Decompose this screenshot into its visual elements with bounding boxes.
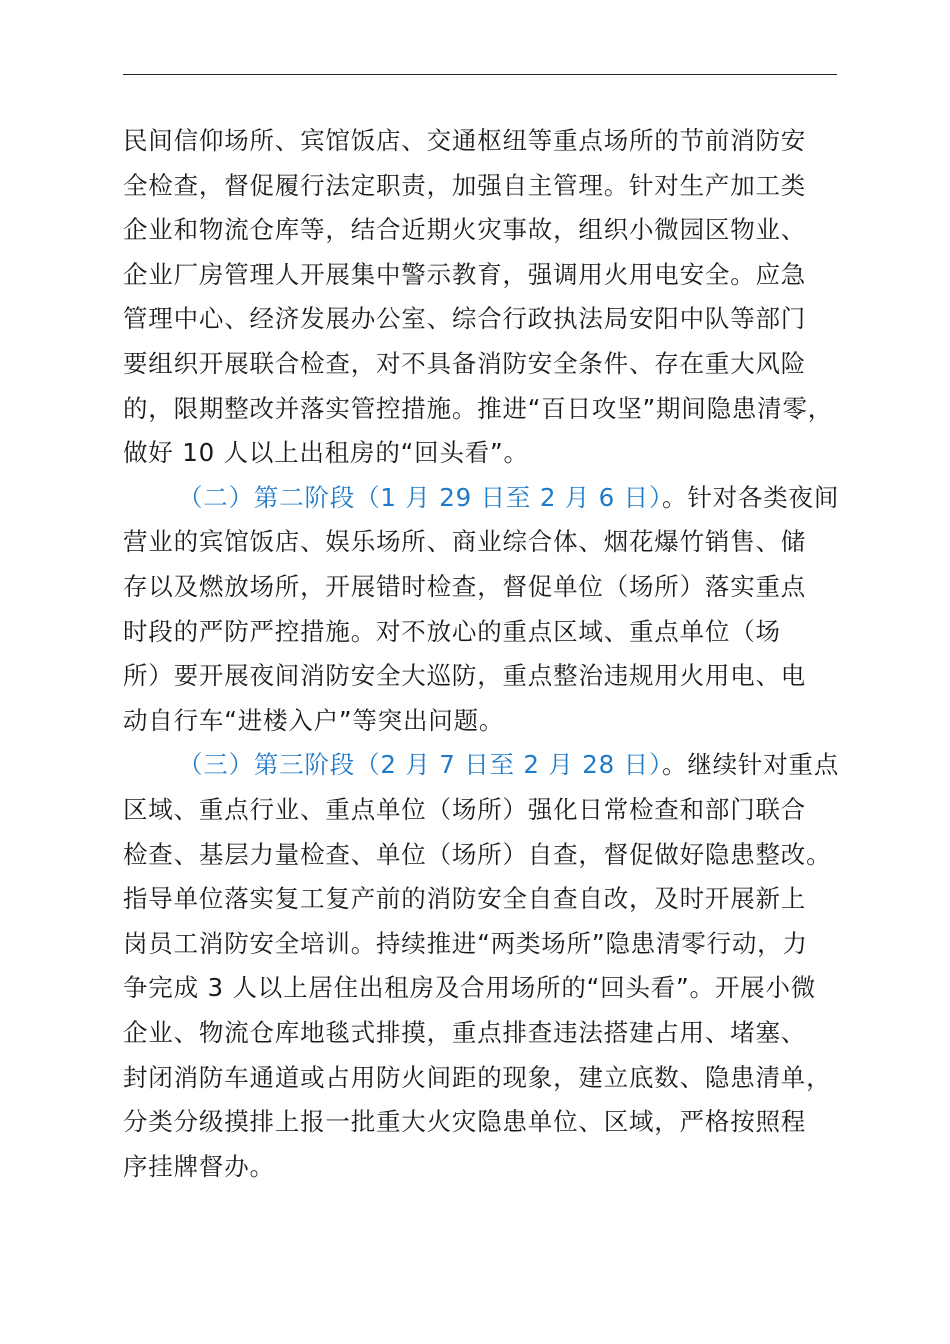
section-three-first-line: （三）第三阶段（2 月 7 日至 2 月 28 日）。继续针对重点 — [178, 750, 840, 780]
body-line: 企业、物流仓库地毯式排摸，重点排查违法搭建占用、堵塞、 — [123, 1018, 807, 1047]
body-line: 管理中心、经济发展办公室、综合行政执法局安阳中队等部门 — [123, 304, 807, 334]
body-line: 民间信仰场所、宾馆饭店、交通枢纽等重点场所的节前消防安 — [123, 126, 807, 155]
body-line: 争完成 3 人以上居住出租房及合用场所的“回头看”。开展小微 — [123, 973, 817, 1003]
body-line: 岗员工消防安全培训。持续推进“两类场所”隐患清零行动，力 — [123, 928, 808, 958]
body-line: 指导单位落实复工复产前的消防安全自查自改，及时开展新上 — [123, 884, 807, 914]
body-line: 的，限期整改并落实管控措施。推进“百日攻坚”期间隐患清零， — [123, 393, 834, 423]
body-line: 动自行车“进楼入户”等突出问题。 — [123, 705, 505, 735]
section-two-first-line: （二）第二阶段（1 月 29 日至 2 月 6 日）。针对各类夜间 — [178, 482, 840, 512]
body-line: 全检查，督促履行法定职责，加强自主管理。针对生产加工类 — [123, 170, 807, 200]
body-line: 序挂牌督办。 — [123, 1151, 275, 1181]
body-line: 检查、基层力量检查、单位（场所）自查，督促做好隐患整改。 — [123, 839, 832, 869]
body-line: 所）要开展夜间消防安全大巡防，重点整治违规用火用电、电 — [123, 661, 807, 691]
body-line: 营业的宾馆饭店、娱乐场所、商业综合体、烟花爆竹销售、储 — [123, 527, 807, 557]
body-line: 做好 10 人以上出租房的“回头看”。 — [123, 438, 529, 468]
body-line: 时段的严防严控措施。对不放心的重点区域、重点单位（场 — [123, 616, 781, 646]
section-two-heading: （二）第二阶段（1 月 29 日至 2 月 6 日） — [178, 482, 663, 512]
body-line: 企业和物流仓库等，结合近期火灾事故，组织小微园区物业、 — [123, 215, 807, 245]
body-line: 区域、重点行业、重点单位（场所）强化日常检查和部门联合 — [123, 795, 807, 824]
header-rule — [123, 74, 837, 75]
section-three-heading: （三）第三阶段（2 月 7 日至 2 月 28 日） — [178, 750, 663, 780]
body-line: 存以及燃放场所，开展错时检查，督促单位（场所）落实重点 — [123, 572, 807, 601]
body-line: 企业厂房管理人开展集中警示教育，强调用火用电安全。应急 — [123, 259, 807, 289]
body-line: 要组织开展联合检查，对不具备消防安全条件、存在重大风险 — [123, 349, 807, 378]
body-line: 分类分级摸排上报一批重大火灾隐患单位、区域，严格按照程 — [123, 1107, 807, 1137]
body-line: 封闭消防车通道或占用防火间距的现象，建立底数、隐患清单， — [123, 1062, 832, 1092]
